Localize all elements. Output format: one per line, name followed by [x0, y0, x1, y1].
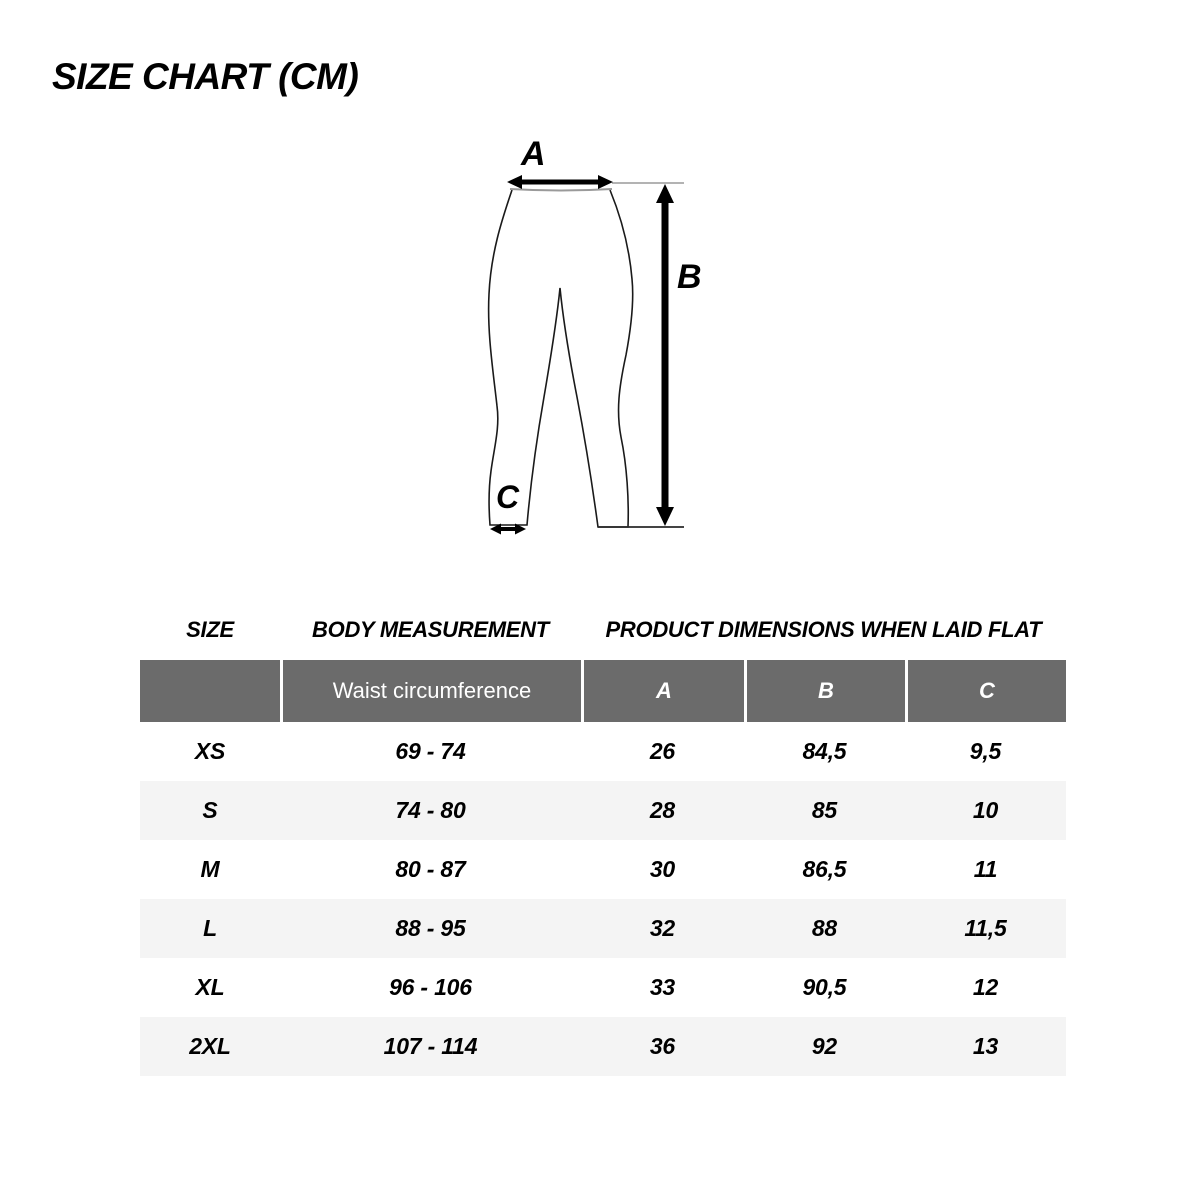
size-value: S	[202, 797, 218, 823]
leggings-measurement-drawing	[440, 128, 746, 564]
b-value: 86,5	[802, 856, 847, 882]
header-body-measurement: BODY MEASUREMENT	[312, 617, 549, 642]
subheader-blank	[140, 660, 280, 722]
a-value: 36	[649, 1033, 676, 1059]
header-product-dimensions: PRODUCT DIMENSIONS WHEN LAID FLAT	[605, 617, 1042, 642]
label-b: B	[677, 258, 702, 296]
subheader-b: B	[744, 660, 905, 722]
subheader-c: C	[905, 660, 1066, 722]
b-value: 92	[811, 1033, 838, 1059]
waistband-line	[510, 189, 612, 191]
width-arrow-a	[507, 175, 613, 189]
a-value: 28	[649, 797, 676, 823]
a-value: 32	[649, 915, 676, 941]
table-row	[140, 1017, 1066, 1076]
waist-value: 69 - 74	[395, 738, 466, 764]
size-value: L	[203, 915, 217, 941]
length-arrow-b	[656, 184, 674, 526]
size-value: XS	[194, 738, 226, 764]
header-size: SIZE	[186, 617, 234, 642]
c-value: 12	[972, 974, 999, 1000]
waist-value: 107 - 114	[383, 1033, 478, 1059]
waist-value: 96 - 106	[389, 974, 472, 1000]
waist-value: 80 - 87	[395, 856, 466, 882]
c-value: 11	[973, 856, 998, 882]
table-row	[140, 958, 1066, 1017]
b-value: 85	[811, 797, 838, 823]
a-value: 26	[649, 738, 676, 764]
table-row	[140, 781, 1066, 840]
table-row	[140, 840, 1066, 899]
a-value: 33	[649, 974, 676, 1000]
b-value: 84,5	[802, 738, 847, 764]
b-value: 88	[811, 915, 838, 941]
subheader-waist: Waist circumference	[280, 660, 581, 722]
c-value: 10	[972, 797, 999, 823]
subheader-a: A	[581, 660, 744, 722]
size-table	[140, 608, 1066, 1076]
c-value: 9,5	[969, 738, 1002, 764]
table-subheader-row	[140, 660, 1066, 722]
waist-value: 88 - 95	[395, 915, 466, 941]
page-title: SIZE CHART (CM)	[52, 56, 359, 97]
table-row	[140, 722, 1066, 781]
size-value: M	[200, 856, 220, 882]
size-value: XL	[195, 974, 225, 1000]
column-group-headers	[140, 608, 1066, 652]
label-a: A	[521, 135, 546, 173]
waist-value: 74 - 80	[395, 797, 466, 823]
label-c: C	[496, 479, 520, 515]
c-value: 11,5	[964, 915, 1007, 941]
size-diagram	[440, 128, 746, 564]
leggings-outline	[489, 190, 633, 527]
size-value: 2XL	[189, 1033, 231, 1059]
c-value: 13	[972, 1033, 999, 1059]
b-value: 90,5	[802, 974, 847, 1000]
table-row	[140, 899, 1066, 958]
a-value: 30	[649, 856, 676, 882]
